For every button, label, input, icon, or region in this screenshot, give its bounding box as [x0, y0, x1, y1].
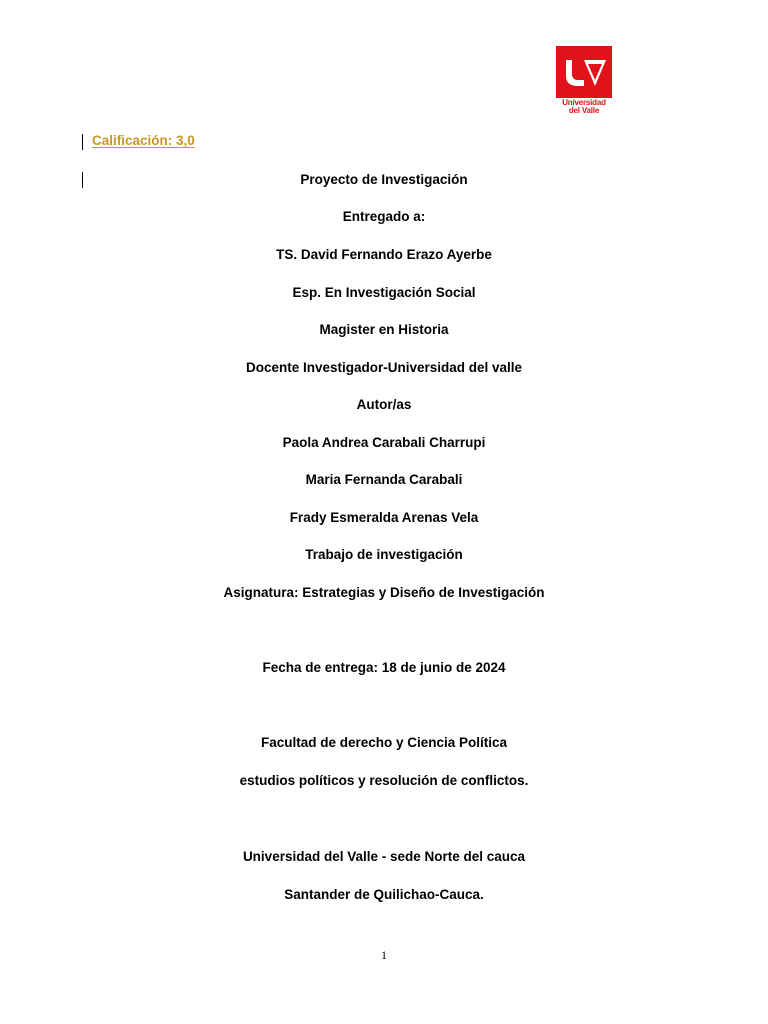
university-logo-emblem [556, 46, 612, 98]
document-title: Proyecto de Investigación [300, 172, 468, 187]
teacher-role: Docente Investigador-Universidad del valle [245, 360, 523, 375]
author-name: Frady Esmeralda Arenas Vela [289, 510, 479, 525]
course-subject: Asignatura: Estrategias y Diseño de Investigación [223, 585, 545, 600]
page-number: 1 [381, 948, 387, 962]
teacher-name: TS. David Fernando Erazo Ayerbe [276, 247, 492, 262]
program-name: estudios políticos y resolución de conflictos. [239, 773, 529, 788]
university-campus: Universidad del Valle - sede Norte del cauca [242, 849, 526, 864]
delivered-to-label: Entregado a: [342, 209, 426, 224]
delivery-date: Fecha de entrega: 18 de junio de 2024 [262, 660, 506, 675]
authors-label: Autor/as [356, 397, 412, 412]
author-name: Maria Fernanda Carabali [305, 472, 463, 487]
faculty-name: Facultad de derecho y Ciencia Política [260, 735, 508, 750]
teacher-specialization: Esp. En Investigación Social [292, 285, 476, 300]
teacher-degree: Magister en Historia [319, 322, 449, 337]
logo-text-line2: del Valle [568, 106, 600, 115]
city-location: Santander de Quilichao-Cauca. [284, 887, 484, 902]
author-name: Paola Andrea Carabali Charrupi [282, 435, 486, 450]
logo-text-line1: Universidad [562, 98, 606, 107]
text-cursor-marker [82, 134, 83, 150]
grade-link[interactable]: Calificación: 3,0 [92, 133, 195, 148]
university-logo [556, 46, 612, 118]
work-type: Trabajo de investigación [305, 547, 463, 562]
